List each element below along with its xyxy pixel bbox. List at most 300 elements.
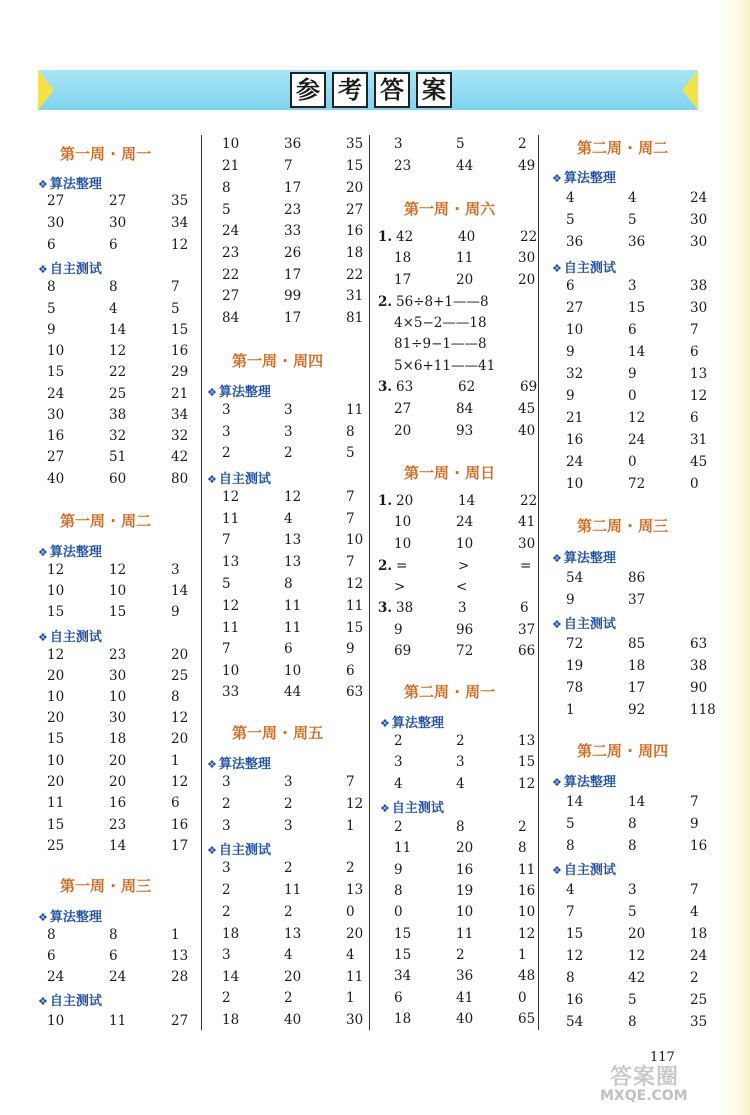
- question-number: 1.: [378, 229, 393, 245]
- answer-value: 14: [109, 838, 127, 854]
- answer-value: 14: [566, 794, 584, 810]
- answer-row: [394, 641, 580, 661]
- section-heading: 第二周 · 周三: [577, 517, 669, 535]
- answer-value: 42: [628, 970, 646, 986]
- answer-value: 12: [171, 710, 189, 726]
- answer-row: [566, 342, 750, 362]
- answer-value: 20: [47, 774, 65, 790]
- section-heading: 第二周 · 周一: [404, 683, 496, 701]
- answer-value: 9: [394, 622, 403, 638]
- title-char: 答: [374, 72, 410, 108]
- subsection-label: ❖ 算法整理: [207, 381, 271, 400]
- answer-value: 96: [456, 622, 474, 638]
- answer-value: 23: [109, 817, 127, 833]
- watermark-url: MXQE.COM: [600, 1088, 688, 1104]
- answer-value: 30: [109, 710, 127, 726]
- answer-row: [394, 838, 580, 858]
- answer-value: 34: [394, 968, 412, 984]
- answer-value: 12: [171, 774, 189, 790]
- answer-row: [378, 227, 582, 247]
- answer-value: 5: [628, 212, 637, 228]
- answer-row: [394, 881, 580, 901]
- answer-value: 10: [47, 583, 65, 599]
- answer-value: 9: [566, 592, 575, 608]
- answer-value: 24: [690, 190, 708, 206]
- answer-row: [47, 560, 233, 580]
- answer-row: [222, 265, 408, 285]
- answer-value: 20: [628, 926, 646, 942]
- answer-value: 2: [284, 445, 293, 461]
- answer-row: [47, 708, 233, 728]
- answer-value: 6: [47, 237, 56, 253]
- answer-value: 15: [394, 947, 412, 963]
- answer-value: 10: [284, 663, 302, 679]
- answer-value: 27: [222, 288, 240, 304]
- answer-value: 17: [628, 680, 646, 696]
- answer-row: [566, 590, 750, 610]
- answer-value: 14: [222, 969, 240, 985]
- answer-value: 86: [628, 570, 646, 586]
- answer-row: [222, 816, 408, 836]
- answer-value: 32: [171, 428, 189, 444]
- answer-value: 15: [109, 604, 127, 620]
- answer-value: 27: [47, 193, 65, 209]
- answer-value: 8: [47, 927, 56, 943]
- answer-value: 6: [690, 344, 699, 360]
- answer-value: 93: [456, 423, 474, 439]
- answer-value: 15: [47, 604, 65, 620]
- answer-value: 7: [566, 904, 575, 920]
- answer-row: [47, 235, 233, 255]
- subsection-label: ❖ 自主测试: [207, 839, 271, 858]
- answer-value: 6: [628, 322, 637, 338]
- answer-value: 13: [518, 733, 536, 749]
- answer-row: [566, 924, 750, 944]
- answer-row: [566, 210, 750, 230]
- answer-row: [394, 356, 514, 376]
- answer-value: 3: [394, 754, 403, 770]
- answer-value: 20: [394, 423, 412, 439]
- answer-value: 16: [47, 428, 65, 444]
- answer-value: 5: [47, 301, 56, 317]
- subsection-label: ❖ 自主测试: [552, 859, 616, 878]
- answer-value: 22: [222, 267, 240, 283]
- answer-row: [222, 967, 408, 987]
- answer-value: 66: [518, 643, 536, 659]
- answer-value: 16: [518, 883, 536, 899]
- answer-row: [566, 452, 750, 472]
- answer-row: [47, 602, 233, 622]
- answer-value: 2: [222, 796, 231, 812]
- answer-value: 27: [346, 202, 364, 218]
- answer-value: 10: [566, 322, 584, 338]
- answer-value: 30: [47, 215, 65, 231]
- title-char: 考: [332, 72, 368, 108]
- answer-row: [394, 1009, 580, 1029]
- answer-value: 3: [458, 600, 467, 616]
- answer-value: 5: [222, 576, 231, 592]
- banner-right-arrow: [682, 70, 698, 110]
- answer-value: >: [458, 558, 470, 574]
- answer-value: 22: [109, 364, 127, 380]
- answer-value: 17: [284, 310, 302, 326]
- answer-expression: 5×6+11——41: [394, 358, 496, 374]
- answer-value: 38: [109, 407, 127, 423]
- answer-row: [222, 509, 408, 529]
- answer-row: [394, 334, 514, 354]
- answer-value: 9: [47, 322, 56, 338]
- answer-value: 63: [396, 379, 414, 395]
- answer-row: [222, 880, 408, 900]
- answer-row: [566, 700, 750, 720]
- answer-value: 10: [456, 536, 474, 552]
- answer-value: 0: [346, 904, 355, 920]
- answer-value: 18: [222, 1012, 240, 1028]
- answer-value: 37: [628, 592, 646, 608]
- answer-value: 11: [109, 1013, 127, 1029]
- subsection-label: ❖ 算法整理: [38, 541, 102, 560]
- answer-row: [47, 384, 233, 404]
- answer-value: 32: [109, 428, 127, 444]
- answer-row: [566, 946, 750, 966]
- answer-value: 17: [171, 838, 189, 854]
- answer-value: 7: [346, 489, 355, 505]
- answer-value: 99: [284, 288, 302, 304]
- answer-value: 12: [222, 489, 240, 505]
- answer-row: [47, 191, 233, 211]
- answer-row: [47, 1011, 233, 1031]
- answer-value: 14: [628, 794, 646, 810]
- answer-row: [47, 687, 233, 707]
- answer-value: 16: [566, 992, 584, 1008]
- answer-row: [566, 902, 750, 922]
- answer-value: 11: [346, 402, 364, 418]
- answer-value: 12: [566, 948, 584, 964]
- answer-value: 27: [171, 1013, 189, 1029]
- question-number: 3.: [378, 600, 393, 616]
- answer-row: [566, 634, 750, 654]
- answer-value: 65: [518, 1011, 536, 1027]
- answer-value: 11: [284, 598, 302, 614]
- answer-value: 3: [284, 424, 293, 440]
- answer-value: 4: [109, 301, 118, 317]
- answer-value: 40: [47, 471, 65, 487]
- answer-value: 26: [284, 245, 302, 261]
- answer-value: 11: [456, 926, 474, 942]
- answer-row: [394, 577, 580, 597]
- answer-row: [566, 656, 750, 676]
- answer-value: 13: [284, 926, 302, 942]
- answer-value: 9: [394, 862, 403, 878]
- answer-value: 3: [222, 947, 231, 963]
- answer-row: [394, 924, 580, 944]
- answer-value: 11: [518, 862, 536, 878]
- answer-value: 8: [171, 689, 180, 705]
- answer-value: 7: [284, 158, 293, 174]
- answer-value: 24: [47, 969, 65, 985]
- answer-value: 19: [456, 883, 474, 899]
- answer-value: 13: [222, 554, 240, 570]
- answer-value: 12: [628, 948, 646, 964]
- answer-value: 13: [284, 532, 302, 548]
- answer-value: 30: [109, 215, 127, 231]
- answer-value: 12: [346, 576, 364, 592]
- answer-value: 16: [109, 795, 127, 811]
- answer-row: [394, 902, 580, 922]
- answer-value: 34: [171, 215, 189, 231]
- answer-value: 16: [690, 838, 708, 854]
- answer-row: [394, 988, 580, 1008]
- answer-row: [47, 581, 233, 601]
- answer-row: [394, 421, 580, 441]
- answer-row: [222, 682, 408, 702]
- answer-value: 11: [456, 250, 474, 266]
- answer-value: 7: [222, 532, 231, 548]
- answer-row: [394, 752, 580, 772]
- section-heading: 第一周 · 周日: [404, 464, 496, 482]
- answer-value: <: [456, 579, 468, 595]
- answer-value: 24: [47, 386, 65, 402]
- answer-value: 2: [222, 990, 231, 1006]
- answer-row: [47, 469, 233, 489]
- answer-value: 24: [456, 514, 474, 530]
- answer-value: 2: [394, 733, 403, 749]
- answer-value: 15: [518, 754, 536, 770]
- answer-value: 72: [628, 476, 646, 492]
- answer-row: [566, 678, 750, 698]
- answer-value: 5: [222, 202, 231, 218]
- answer-value: 5: [628, 904, 637, 920]
- answer-value: 31: [690, 432, 708, 448]
- answer-value: 38: [690, 658, 708, 674]
- answer-value: 36: [566, 234, 584, 250]
- answer-value: 13: [690, 366, 708, 382]
- subsection-label: ❖ 算法整理: [207, 753, 271, 772]
- answer-value: 92: [628, 702, 646, 718]
- answer-value: 30: [518, 250, 536, 266]
- answer-value: 4: [628, 190, 637, 206]
- answer-value: 6: [47, 948, 56, 964]
- answer-value: 3: [222, 774, 231, 790]
- answer-row: [47, 946, 233, 966]
- page-title: [290, 72, 452, 108]
- answer-value: 12: [171, 237, 189, 253]
- answer-value: 5: [566, 212, 575, 228]
- answer-value: 20: [171, 731, 189, 747]
- answer-value: 21: [566, 410, 584, 426]
- answer-value: 12: [109, 562, 127, 578]
- answer-value: 20: [456, 840, 474, 856]
- answer-value: 38: [396, 600, 414, 616]
- answer-row: [47, 751, 233, 771]
- answer-row: [47, 426, 233, 446]
- answer-value: 11: [47, 795, 65, 811]
- question-number: 2.: [378, 558, 393, 574]
- answer-row: [222, 661, 408, 681]
- answer-value: 11: [222, 620, 240, 636]
- answer-value: 11: [284, 882, 302, 898]
- answer-value: 13: [284, 554, 302, 570]
- answer-value: 25: [171, 668, 189, 684]
- answer-value: 19: [566, 658, 584, 674]
- answer-row: [47, 836, 233, 856]
- answer-value: 28: [171, 969, 189, 985]
- answer-value: 2: [456, 947, 465, 963]
- answer-value: 16: [346, 223, 364, 239]
- answer-value: 2: [518, 136, 527, 152]
- answer-value: 49: [518, 158, 536, 174]
- answer-value: 18: [690, 926, 708, 942]
- answer-value: 14: [171, 583, 189, 599]
- answer-value: 2: [456, 733, 465, 749]
- answer-value: 3: [456, 754, 465, 770]
- answer-row: [47, 447, 233, 467]
- question-number: 3.: [378, 379, 393, 395]
- answer-value: 14: [628, 344, 646, 360]
- subsection-label: ❖ 算法整理: [552, 547, 616, 566]
- answer-expression: 81÷9−1——8: [394, 336, 487, 352]
- answer-value: 31: [346, 288, 364, 304]
- title-char: 案: [416, 72, 452, 108]
- answer-row: [47, 320, 233, 340]
- answer-value: 41: [518, 514, 536, 530]
- answer-value: 8: [222, 180, 231, 196]
- answer-value: 30: [346, 1012, 364, 1028]
- answer-value: 20: [346, 926, 364, 942]
- subsection-label: ❖ 自主测试: [38, 258, 102, 277]
- answer-row: [222, 1010, 408, 1030]
- answer-value: 0: [394, 904, 403, 920]
- answer-row: [47, 967, 233, 987]
- answer-row: [222, 156, 408, 176]
- answer-value: 36: [628, 234, 646, 250]
- answer-row: [566, 474, 750, 494]
- answer-value: 8: [109, 279, 118, 295]
- answer-value: 5: [171, 301, 180, 317]
- answer-value: 4: [456, 776, 465, 792]
- answer-row: [222, 400, 408, 420]
- answer-value: 15: [47, 731, 65, 747]
- answer-value: 2: [284, 796, 293, 812]
- answer-value: 14: [458, 493, 476, 509]
- answer-value: 11: [284, 620, 302, 636]
- answer-value: =: [520, 558, 532, 574]
- answer-value: 15: [346, 620, 364, 636]
- answer-value: 16: [566, 432, 584, 448]
- answer-value: 12: [690, 388, 708, 404]
- answer-value: 12: [222, 598, 240, 614]
- answer-value: 22: [520, 229, 538, 245]
- answer-value: 27: [47, 449, 65, 465]
- answer-value: 2: [346, 860, 355, 876]
- answer-row: [222, 639, 408, 659]
- title-char: 参: [290, 72, 326, 108]
- answer-value: 8: [456, 819, 465, 835]
- answer-value: 72: [456, 643, 474, 659]
- answer-value: 7: [346, 774, 355, 790]
- answer-value: 6: [394, 990, 403, 1006]
- answer-value: 5: [566, 816, 575, 832]
- answer-row: [47, 666, 233, 686]
- answer-value: 7: [690, 882, 699, 898]
- answer-row: [566, 792, 750, 812]
- answer-value: 7: [171, 279, 180, 295]
- answer-value: 6: [690, 410, 699, 426]
- answer-value: 30: [47, 407, 65, 423]
- answer-value: 4: [690, 904, 699, 920]
- answer-value: 0: [518, 990, 527, 1006]
- answer-value: 1: [171, 927, 180, 943]
- answer-value: 44: [284, 684, 302, 700]
- answer-row: [222, 443, 408, 463]
- answer-value: 0: [628, 454, 637, 470]
- answer-value: 20: [346, 180, 364, 196]
- answer-value: 25: [690, 992, 708, 1008]
- answer-row: [222, 422, 408, 442]
- answer-value: 9: [566, 388, 575, 404]
- answer-value: 33: [284, 223, 302, 239]
- answer-row: [222, 574, 408, 594]
- answer-value: 23: [109, 647, 127, 663]
- answer-value: 8: [284, 576, 293, 592]
- answer-value: 6: [566, 278, 575, 294]
- answer-row: [566, 232, 750, 252]
- answer-value: 16: [171, 343, 189, 359]
- answer-value: 2: [222, 882, 231, 898]
- subsection-label: ❖ 自主测试: [380, 797, 444, 816]
- answer-value: 10: [47, 343, 65, 359]
- answer-value: 0: [628, 388, 637, 404]
- answer-value: 1: [346, 818, 355, 834]
- answer-value: 8: [518, 840, 527, 856]
- section-heading: 第二周 · 周四: [577, 742, 669, 760]
- answer-value: 7: [346, 511, 355, 527]
- answer-value: 30: [518, 536, 536, 552]
- answer-value: 2: [222, 904, 231, 920]
- answer-value: 6: [346, 663, 355, 679]
- answer-row: [222, 134, 408, 154]
- answer-value: 38: [690, 278, 708, 294]
- answer-value: 27: [394, 401, 412, 417]
- answer-value: 85: [628, 636, 646, 652]
- answer-value: 80: [171, 471, 189, 487]
- answer-row: [566, 836, 750, 856]
- answer-value: 3: [222, 424, 231, 440]
- answer-value: 10: [109, 689, 127, 705]
- subsection-label: ❖ 自主测试: [552, 613, 616, 632]
- answer-row: [566, 880, 750, 900]
- answer-value: 17: [284, 267, 302, 283]
- answer-value: 35: [346, 136, 364, 152]
- answer-row: [566, 298, 750, 318]
- answer-value: 20: [109, 774, 127, 790]
- answer-value: 0: [690, 476, 699, 492]
- answer-value: 18: [628, 658, 646, 674]
- answer-value: 51: [109, 449, 127, 465]
- answer-value: 6: [109, 237, 118, 253]
- answer-value: 2: [222, 445, 231, 461]
- answer-value: 23: [394, 158, 412, 174]
- answer-value: 37: [518, 622, 536, 638]
- answer-value: 10: [346, 532, 364, 548]
- answer-row: [47, 793, 233, 813]
- answer-value: 35: [171, 193, 189, 209]
- answer-value: [690, 590, 750, 610]
- subsection-label: ❖ 算法整理: [380, 712, 444, 731]
- answer-value: 32: [566, 366, 584, 382]
- section-heading: 第二周 · 周二: [577, 139, 669, 157]
- answer-value: 24: [222, 223, 240, 239]
